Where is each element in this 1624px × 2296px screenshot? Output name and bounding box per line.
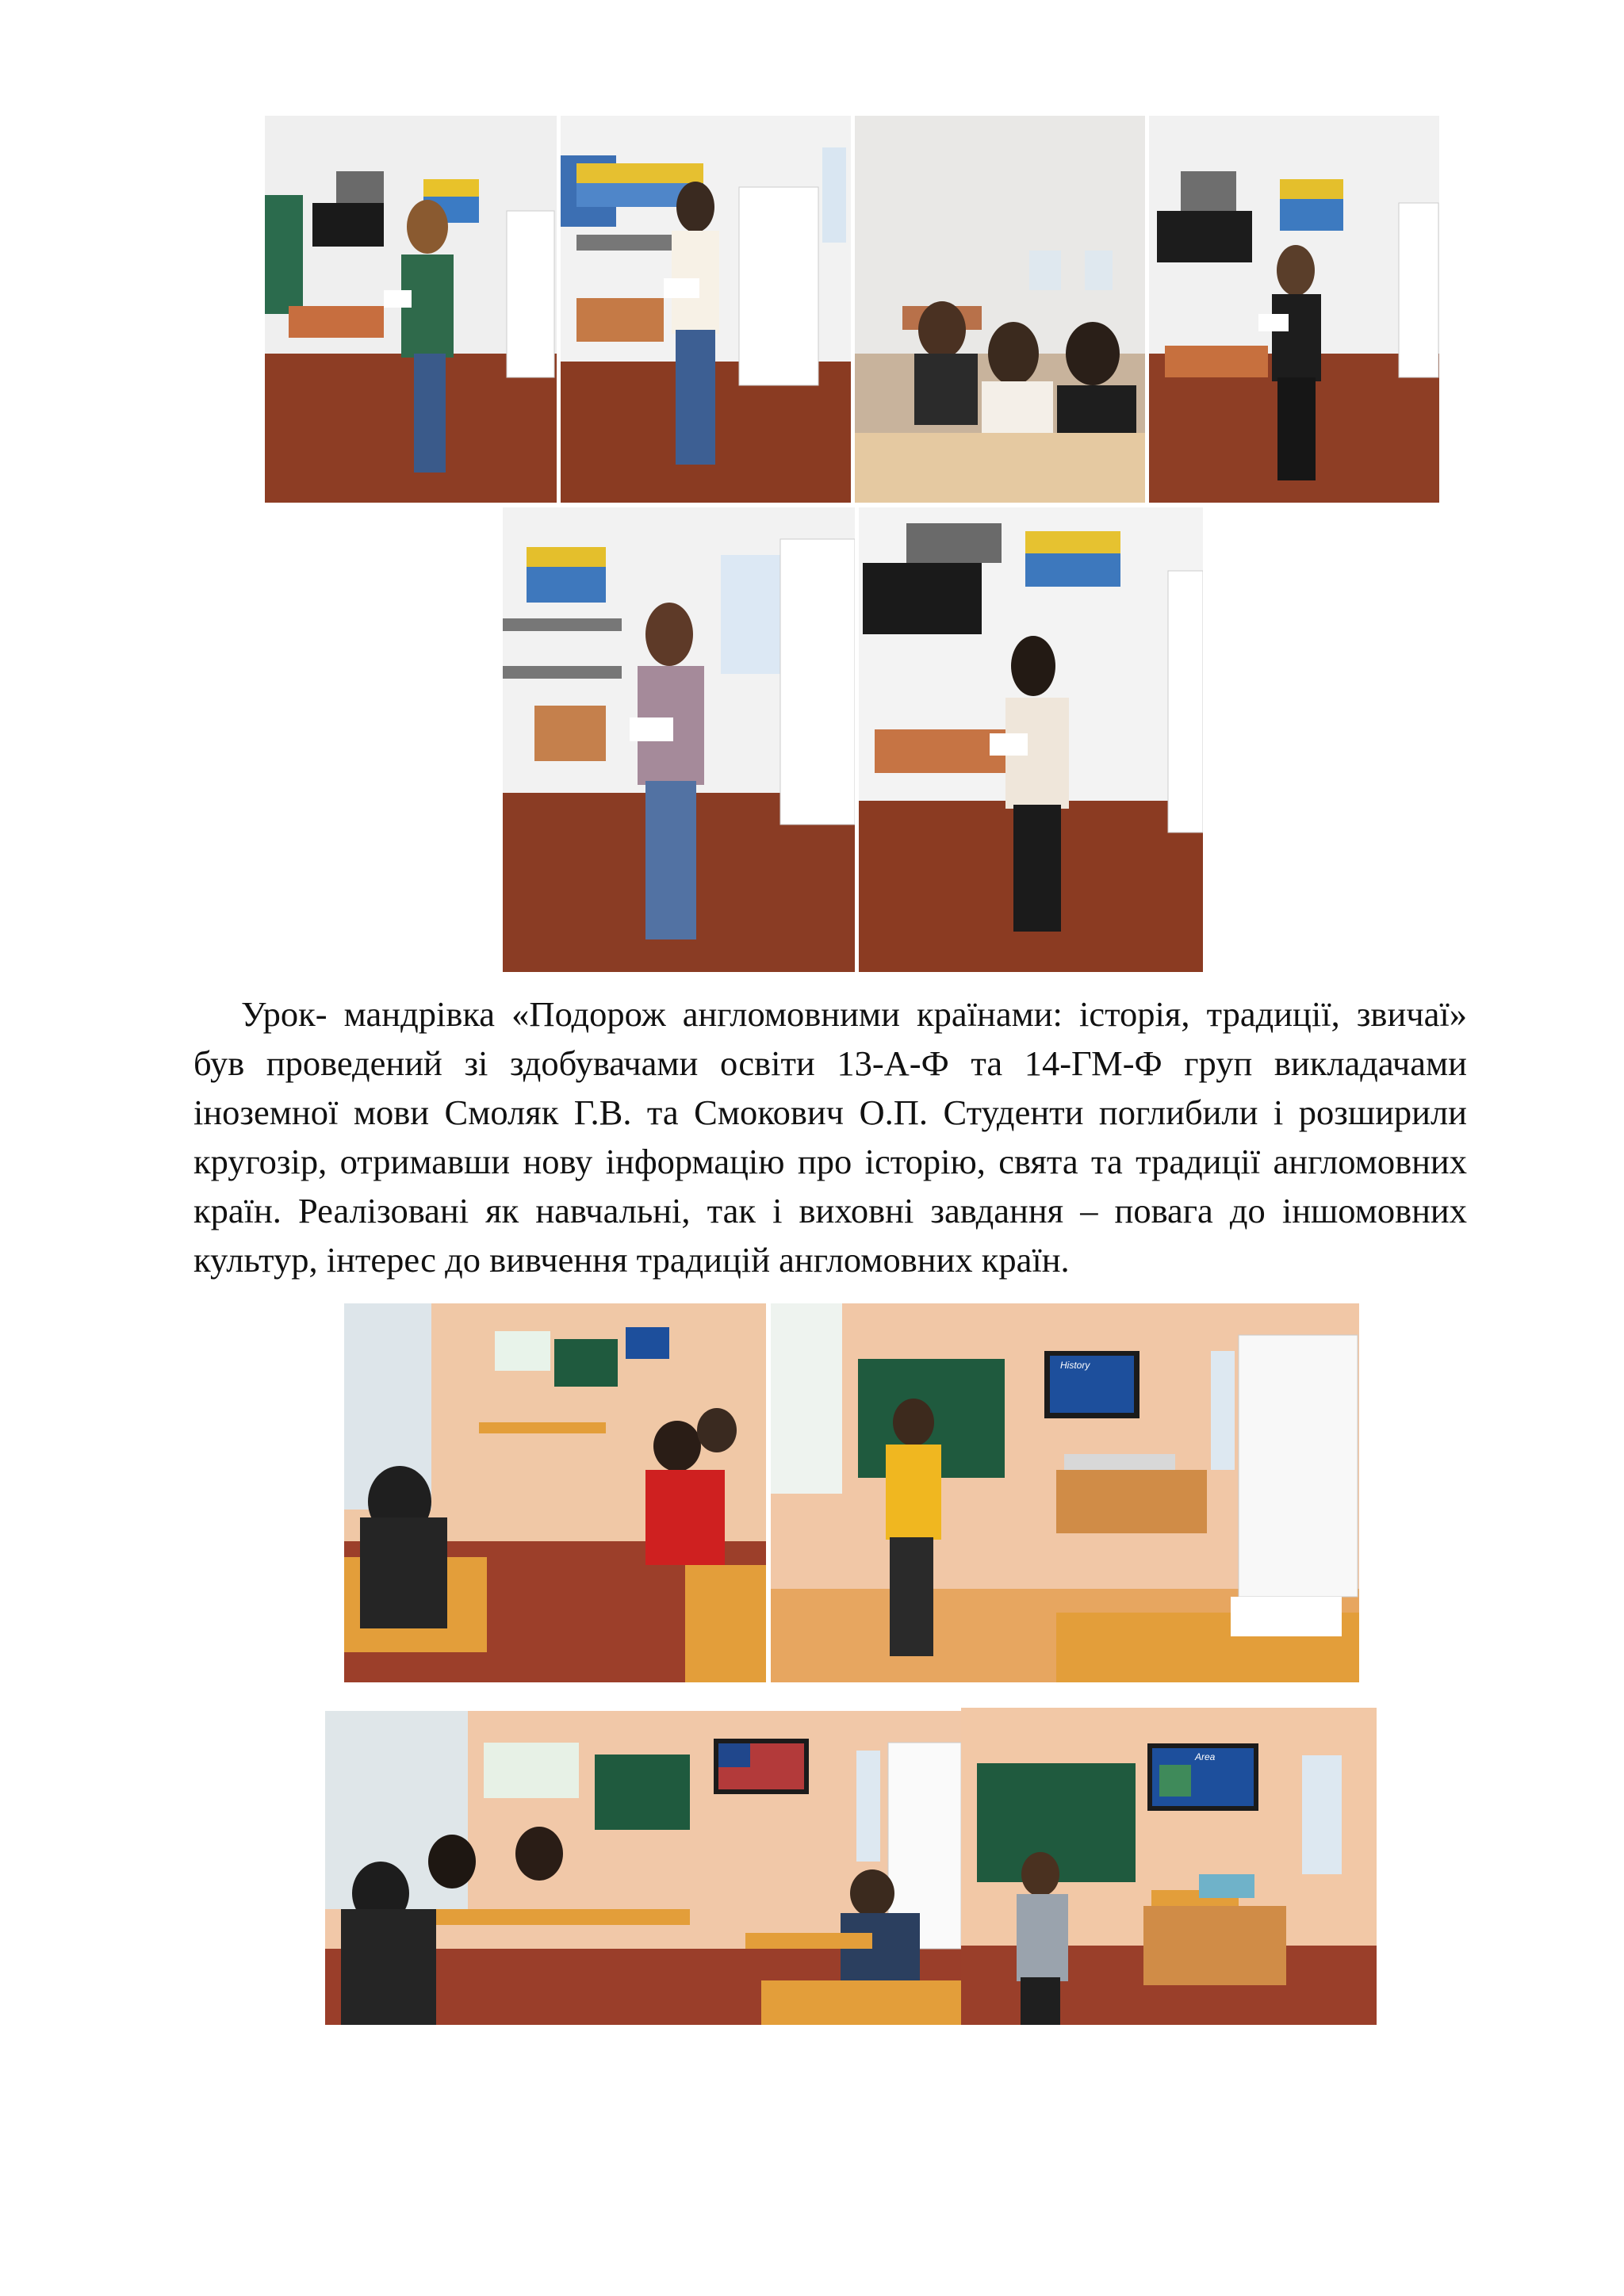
- photo-presenter-black-vest: [1149, 116, 1439, 503]
- photo-presenter-lilac-top: [503, 507, 855, 972]
- photo-seated-students: [855, 116, 1145, 503]
- area-slide-title: Area: [1195, 1751, 1216, 1762]
- photo-presenter-area-slide: [961, 1708, 1377, 2025]
- history-slide-title: History: [1060, 1360, 1090, 1371]
- photo-classroom-flag-slide: [325, 1711, 961, 2025]
- photo-presenter-green-jacket: [265, 116, 557, 503]
- body-paragraph: Урок- мандрівка «Подорож англомовними країнами: історія, традиції, звичаї» був проведений зі здобувачами освіти 13-А-Ф та 14-ГМ-Ф груп викладачами іноземної мови Смоляк Г.В. та Смокович О.П. Студенти поглибили і розширили кругозір, отримавши нову інформацію про історію, свята та традиції англомовних країн. Реалізовані як навчальні, так і виховні завдання – повага до іншомовних культур, інтерес до вивчення традицій англомовних країн.: [193, 994, 1467, 1280]
- photo-presenter-history-slide: [771, 1303, 1359, 1682]
- photo-classroom-students-desks: [344, 1303, 766, 1682]
- photo-presenter-white-sweater: [561, 116, 851, 503]
- photo-presenter-cream-vest: [859, 507, 1203, 972]
